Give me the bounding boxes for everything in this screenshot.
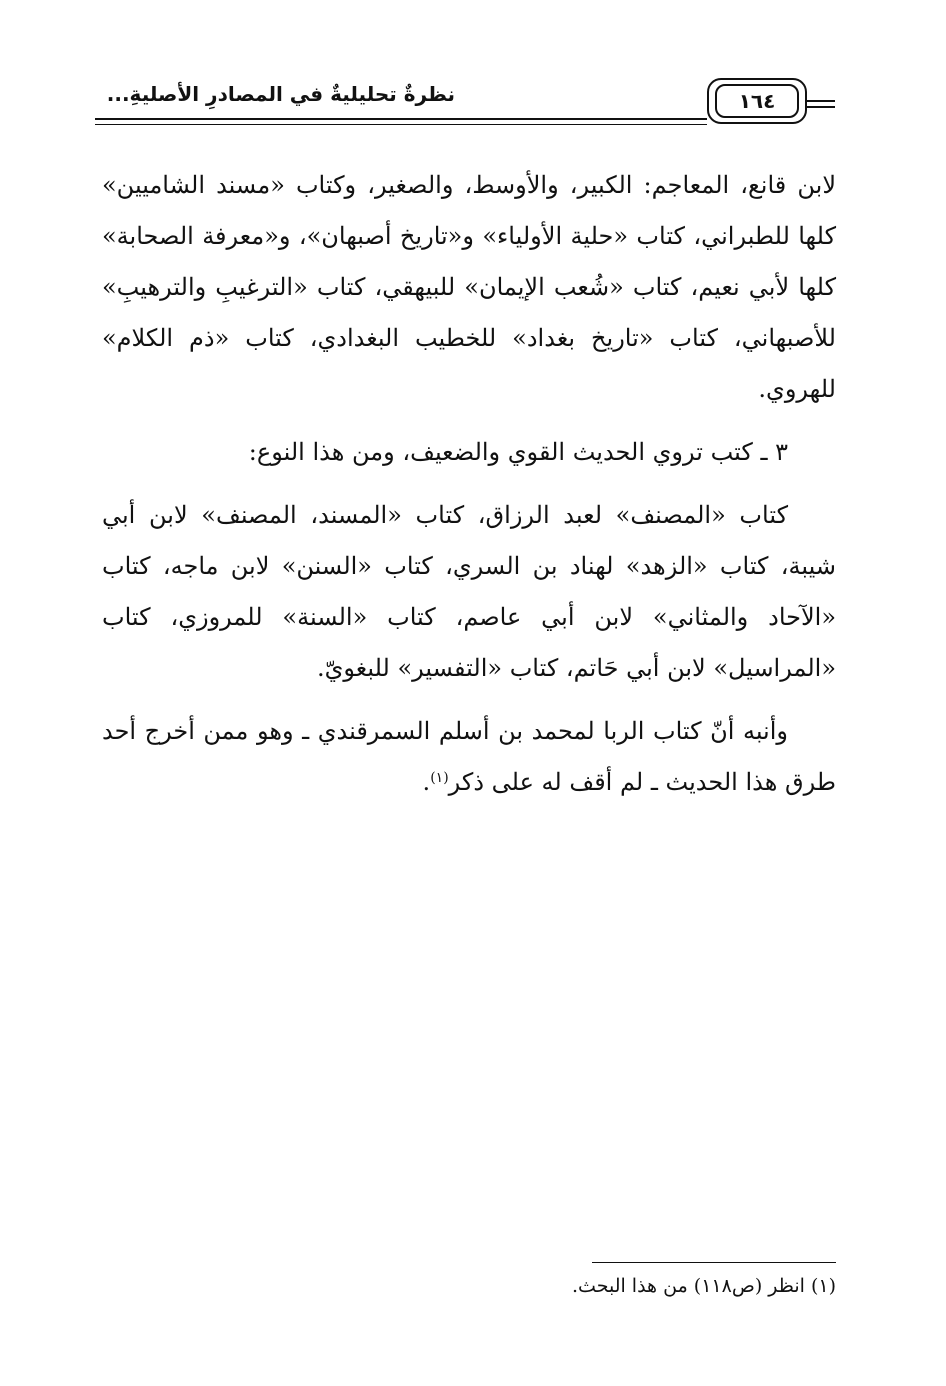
footnote-reference[interactable]: (١) [430, 770, 449, 786]
paragraph-1: لابن قانع، المعاجم: الكبير، والأوسط، والصغير، وكتاب «مسند الشاميين» كلها للطبراني، كتاب «حلية الأولياء» و«تاريخ أصبهان»، و«معرفة الصحابة» كلها لأبي نعيم، كتاب «شُعب الإيمان» للبيهقي، كتاب «الترغيبِ والترهيبِ» للأصبهاني، كتاب «تاريخ بغداد» للخطيب البغدادي، كتاب «ذم الكلام» للهروي. [102, 171, 836, 403]
page-number-badge [707, 78, 807, 124]
paragraph-4 [102, 706, 836, 808]
header-ornament-line-right [807, 100, 835, 102]
paragraph-2-heading: ٣ ـ كتب تروي الحديث القوي والضعيف، ومن هذا النوع: [248, 438, 788, 466]
footnote-separator [592, 1262, 836, 1263]
running-title: نظرةٌ تحليليةٌ في المصادرِ الأصليةِ... [106, 82, 455, 106]
page-number: ١٦٤ [715, 84, 799, 118]
header-rule-bottom [95, 124, 707, 125]
header-ornament-line-right-2 [807, 106, 835, 108]
paragraph-3: كتاب «المصنف» لعبد الرزاق، كتاب «المسند، المصنف» لابن أبي شيبة، كتاب «الزهد» لهناد بن السري، كتاب «السنن» لابن ماجه، كتاب «الآحاد والمثاني» لابن أبي عاصم، كتاب «السنة» للمروزي، كتاب «المراسيل» لابن أبي حَاتم، كتاب «التفسير» للبغويّ. [102, 501, 836, 682]
header-rule-top [95, 118, 707, 120]
footnote-1: (١) انظر (ص١١٨) من هذا البحث. [572, 1275, 836, 1297]
running-header [95, 78, 835, 136]
paragraph-4-text: وأنبه أنّ كتاب الربا لمحمد بن أسلم السمرقندي ـ وهو ممن أخرج أحد طرق هذا الحديث ـ لم أقف له على ذكر [102, 717, 836, 796]
closing-period: . [422, 768, 431, 796]
body-text [102, 160, 836, 808]
